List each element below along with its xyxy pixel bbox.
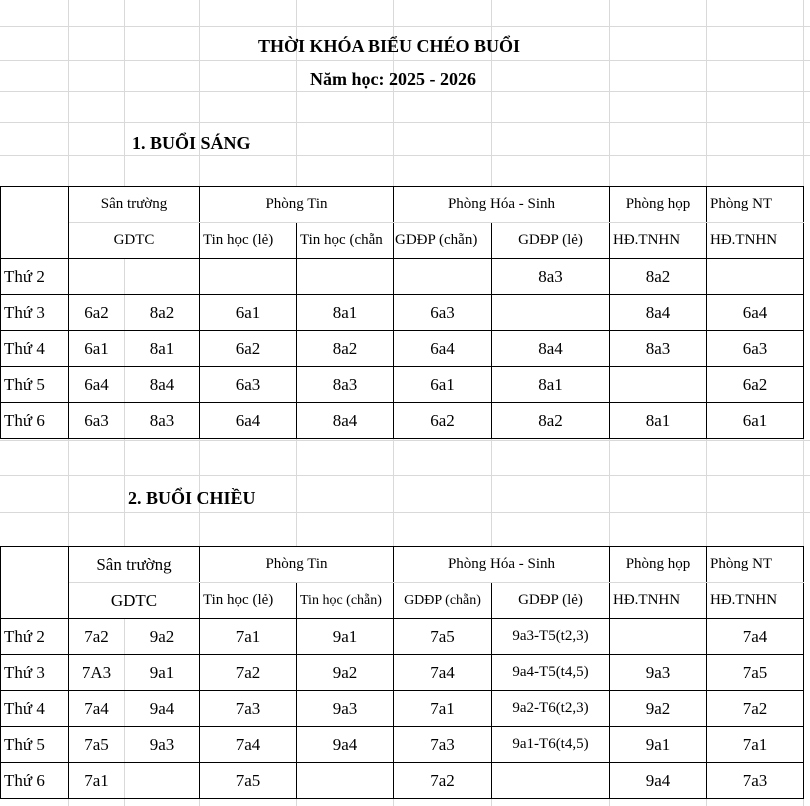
cell: 8a4 — [610, 295, 707, 331]
subject-gddp-chan: GDĐP (chẵn) — [394, 583, 492, 619]
cell: 9a3 — [297, 691, 394, 727]
cell: 9a1 — [125, 655, 200, 691]
day-label: Thứ 3 — [1, 295, 69, 331]
page-title: THỜI KHÓA BIỂU CHÉO BUỔI — [258, 36, 521, 56]
day-label: Thứ 3 — [1, 655, 69, 691]
cell — [610, 367, 707, 403]
day-label: Thứ 4 — [1, 691, 69, 727]
cell: 9a1-T6(t4,5) — [492, 727, 610, 763]
cell: 7a4 — [200, 727, 297, 763]
cell: 9a4 — [610, 763, 707, 799]
room-san-truong: Sân trường — [69, 187, 200, 223]
cell — [125, 763, 200, 799]
cell: 9a4 — [297, 727, 394, 763]
cell: 8a1 — [297, 295, 394, 331]
cell: 9a2 — [610, 691, 707, 727]
cell: 9a3-T5(t2,3) — [492, 619, 610, 655]
table-subheader-row — [1, 583, 804, 619]
room-phong-tin: Phòng Tin — [200, 187, 394, 223]
cell: 9a4 — [125, 691, 200, 727]
morning-schedule-table — [0, 186, 804, 439]
cell: 8a3 — [125, 403, 200, 439]
cell: 7a2 — [69, 619, 125, 655]
cell: 7a4 — [69, 691, 125, 727]
cell: 7a5 — [707, 655, 804, 691]
table-row — [1, 331, 804, 367]
cell — [394, 259, 492, 295]
subject-tin-le: Tin học (lẻ) — [200, 223, 297, 259]
cell: 7a1 — [394, 691, 492, 727]
cell — [492, 763, 610, 799]
room-phong-hoa-sinh: Phòng Hóa - Sinh — [394, 187, 610, 223]
subject-gddp-chan: GDĐP (chẵn) — [394, 223, 492, 259]
cell — [610, 619, 707, 655]
room-phong-nt: Phòng NT — [707, 187, 804, 223]
subject-hd-tnhn: HĐ.TNHN — [610, 583, 707, 619]
cell: 7a4 — [394, 655, 492, 691]
room-phong-hop: Phòng họp — [610, 547, 707, 583]
subject-hd-tnhn: HĐ.TNHN — [707, 223, 804, 259]
cell: 8a2 — [125, 295, 200, 331]
cell: 6a4 — [707, 295, 804, 331]
cell: 7a1 — [707, 727, 804, 763]
room-phong-hoa-sinh: Phòng Hóa - Sinh — [394, 547, 610, 583]
subject-tin-chan: Tin học (chẵn — [297, 223, 394, 259]
cell: 7a3 — [394, 727, 492, 763]
table-header-row — [1, 187, 804, 223]
table-row — [1, 619, 804, 655]
subject-gddp-le: GDĐP (lẻ) — [492, 223, 610, 259]
cell: 8a4 — [125, 367, 200, 403]
cell: 8a4 — [492, 331, 610, 367]
cell: 8a2 — [492, 403, 610, 439]
corner-cell — [1, 187, 69, 259]
day-label: Thứ 5 — [1, 727, 69, 763]
cell: 7a1 — [69, 763, 125, 799]
cell: 6a3 — [200, 367, 297, 403]
cell: 7a2 — [200, 655, 297, 691]
cell: 7a3 — [707, 763, 804, 799]
cell: 8a1 — [125, 331, 200, 367]
afternoon-heading: 2. BUỔI CHIỀU — [128, 488, 256, 508]
cell: 9a2 — [297, 655, 394, 691]
cell — [125, 259, 200, 295]
day-label: Thứ 5 — [1, 367, 69, 403]
day-label: Thứ 2 — [1, 259, 69, 295]
table-row — [1, 655, 804, 691]
cell: 6a4 — [200, 403, 297, 439]
cell: 9a1 — [610, 727, 707, 763]
table-row — [1, 367, 804, 403]
cell: 7a5 — [69, 727, 125, 763]
table-row — [1, 763, 804, 799]
table-row — [1, 403, 804, 439]
cell — [69, 259, 125, 295]
cell: 8a1 — [610, 403, 707, 439]
cell: 6a4 — [69, 367, 125, 403]
cell: 9a4-T5(t4,5) — [492, 655, 610, 691]
subject-gddp-le: GDĐP (lẻ) — [492, 583, 610, 619]
cell: 6a2 — [707, 367, 804, 403]
cell: 7a5 — [200, 763, 297, 799]
cell: 7a1 — [200, 619, 297, 655]
cell: 8a1 — [492, 367, 610, 403]
cell: 8a2 — [610, 259, 707, 295]
table-row — [1, 295, 804, 331]
cell: 6a2 — [69, 295, 125, 331]
room-phong-nt: Phòng NT — [707, 547, 804, 583]
cell — [707, 259, 804, 295]
subject-gdtc: GDTC — [69, 583, 200, 619]
cell: 6a2 — [200, 331, 297, 367]
cell — [200, 259, 297, 295]
day-label: Thứ 2 — [1, 619, 69, 655]
subject-hd-tnhn: HĐ.TNHN — [707, 583, 804, 619]
school-year: Năm học: 2025 - 2026 — [310, 69, 476, 89]
cell: 8a4 — [297, 403, 394, 439]
cell: 6a2 — [394, 403, 492, 439]
cell: 7a2 — [394, 763, 492, 799]
cell: 7a2 — [707, 691, 804, 727]
corner-cell — [1, 547, 69, 619]
cell: 6a1 — [200, 295, 297, 331]
cell: 9a3 — [125, 727, 200, 763]
subject-gdtc: GDTC — [69, 223, 200, 259]
cell: 9a3 — [610, 655, 707, 691]
room-phong-tin: Phòng Tin — [200, 547, 394, 583]
cell: 7a3 — [200, 691, 297, 727]
cell: 6a3 — [707, 331, 804, 367]
subject-hd-tnhn: HĐ.TNHN — [610, 223, 707, 259]
room-san-truong: Sân trường — [69, 547, 200, 583]
cell: 8a3 — [297, 367, 394, 403]
cell — [297, 259, 394, 295]
day-label: Thứ 4 — [1, 331, 69, 367]
table-row — [1, 691, 804, 727]
afternoon-schedule-table — [0, 546, 804, 799]
cell: 6a3 — [394, 295, 492, 331]
cell: 9a2-T6(t2,3) — [492, 691, 610, 727]
cell: 8a3 — [492, 259, 610, 295]
day-label: Thứ 6 — [1, 403, 69, 439]
cell: 9a1 — [297, 619, 394, 655]
table-header-row — [1, 547, 804, 583]
subject-tin-le: Tin học (lẻ) — [200, 583, 297, 619]
subject-tin-chan: Tin học (chẵn) — [297, 583, 394, 619]
cell — [492, 295, 610, 331]
day-label: Thứ 6 — [1, 763, 69, 799]
room-phong-hop: Phòng họp — [610, 187, 707, 223]
cell — [297, 763, 394, 799]
cell: 6a1 — [707, 403, 804, 439]
table-subheader-row — [1, 223, 804, 259]
cell: 7a4 — [707, 619, 804, 655]
cell: 6a1 — [394, 367, 492, 403]
table-row — [1, 727, 804, 763]
morning-heading: 1. BUỔI SÁNG — [132, 133, 251, 153]
cell: 6a3 — [69, 403, 125, 439]
cell: 7A3 — [69, 655, 125, 691]
table-row — [1, 259, 804, 295]
cell: 6a4 — [394, 331, 492, 367]
cell: 8a2 — [297, 331, 394, 367]
cell: 9a2 — [125, 619, 200, 655]
cell: 8a3 — [610, 331, 707, 367]
cell: 7a5 — [394, 619, 492, 655]
cell: 6a1 — [69, 331, 125, 367]
